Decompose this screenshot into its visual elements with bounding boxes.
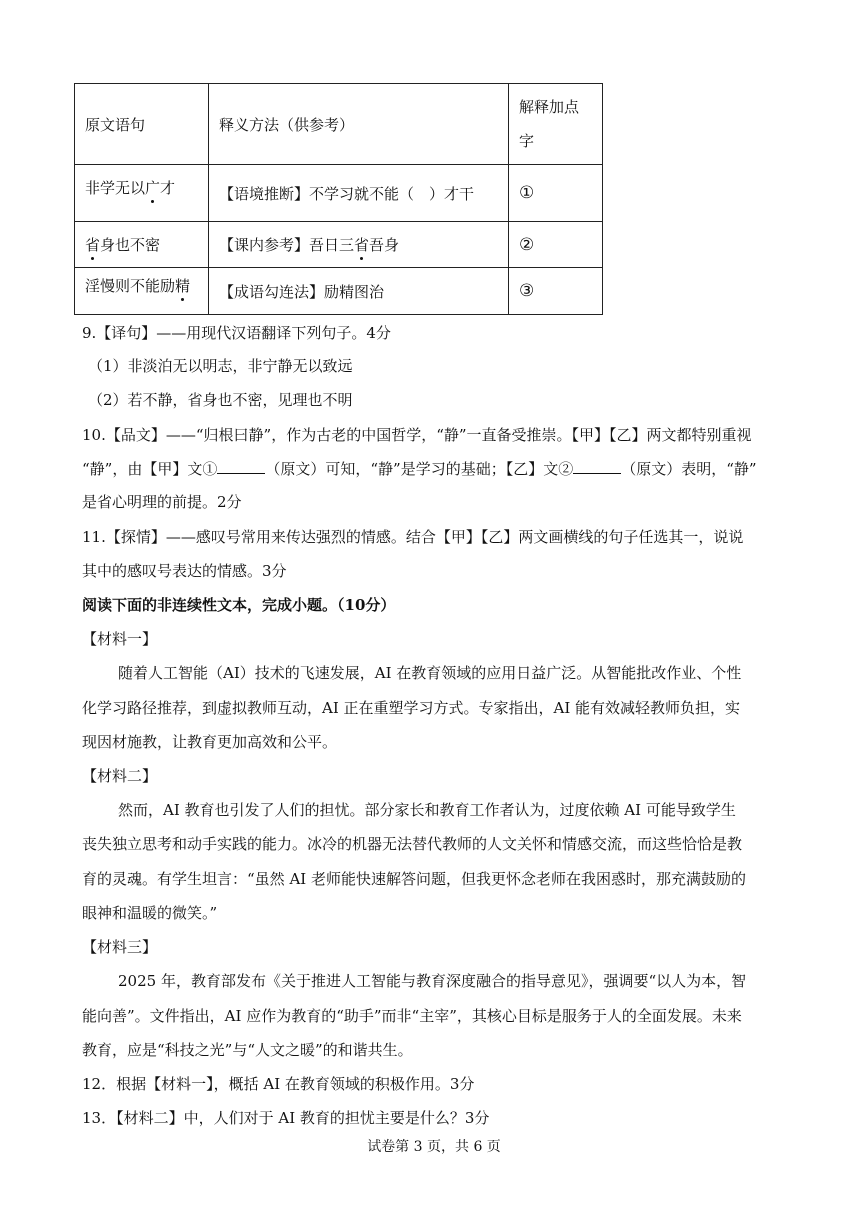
answer-blank-2[interactable] — [573, 459, 621, 474]
table-cell-method: 【语境推断】不学习就不能（ ）才干 — [209, 165, 509, 222]
table-cell-answer[interactable]: ② — [509, 222, 603, 268]
question-10-line-2: “静”，由【甲】文① （原文）可知，“静”是学习的基础；【乙】文② （原文）表明，“静” — [82, 460, 757, 478]
question-10-line-3: 是省心明理的前提。2分 — [82, 493, 242, 511]
table-cell-method: 【课内参考】吾日三省吾身 — [209, 222, 509, 268]
material-1-line: 随着人工智能（AI）技术的飞速发展，AI 在教育领域的应用日益广泛。从智能批改作业、个性 — [118, 664, 742, 682]
page-footer: 试卷第 3 页，共 6 页 — [367, 1139, 501, 1155]
question-10-line-1: 10.【品文】——“归根曰静”，作为古老的中国哲学，“静”一直备受推崇。【甲】【乙】两文都特别重视 — [82, 426, 752, 444]
material-1-line: 现因材施教，让教育更加高效和公平。 — [82, 733, 338, 751]
question-9-sentence-1: （1）非淡泊无以明志，非宁静无以致远 — [88, 357, 353, 375]
table-header-row — [75, 84, 603, 165]
question-13: 13．【材料二】中，人们对于 AI 教育的担忧主要是什么？3分 — [82, 1109, 490, 1127]
section-heading: 阅读下面的非连续性文本，完成小题。（10分） — [82, 596, 396, 614]
table-header-cell: 原文语句 — [75, 84, 209, 165]
question-9-sentence-2: （2）若不静，省身也不密，见理也不明 — [88, 391, 353, 409]
table-cell-sentence: 省身也不密 — [75, 222, 209, 268]
blank-marker-1: ① — [202, 460, 218, 478]
material-2-label: 【材料二】 — [82, 767, 158, 785]
vocab-table — [74, 83, 603, 315]
material-2-line: 眼神和温暖的微笑。” — [82, 904, 218, 922]
material-3-line: 2025 年，教育部发布《关于推进人工智能与教育深度融合的指导意见》，强调要“以人为本，智 — [118, 972, 747, 990]
question-12: 12．根据【材料一】，概括 AI 在教育领域的积极作用。3分 — [82, 1075, 475, 1093]
material-3-line: 能向善”。文件指出，AI 应作为教育的“助手”而非“主宰”，其核心目标是服务于人的全面发展。未来 — [82, 1007, 742, 1025]
table-row — [75, 268, 603, 315]
table-cell-answer[interactable]: ① — [509, 165, 603, 222]
material-2-line: 丧失独立思考和动手实践的能力。冰冷的机器无法替代教师的人文关怀和情感交流，而这些恰恰是教 — [82, 835, 743, 853]
question-11-line-1: 11.【探情】——感叹号常用来传达强烈的情感。结合【甲】【乙】两文画横线的句子任选其一，说说 — [82, 528, 744, 546]
material-3-line: 教育，应是“科技之光”与“人文之暖”的和谐共生。 — [82, 1041, 413, 1059]
material-2-line: 育的灵魂。有学生坦言：“虽然 AI 老师能快速解答问题，但我更怀念老师在我困惑时，那充满鼓励的 — [82, 870, 746, 888]
question-9-title: 9.【译句】——用现代汉语翻译下列句子。4分 — [82, 324, 391, 342]
material-1-line: 化学习路径推荐，到虚拟教师互动，AI 正在重塑学习方式。专家指出，AI 能有效减轻教师负担，实 — [82, 699, 741, 717]
material-2-line: 然而，AI 教育也引发了人们的担忧。部分家长和教育工作者认为，过度依赖 AI 可能导致学生 — [118, 801, 736, 819]
answer-blank-1[interactable] — [217, 459, 265, 474]
table-cell-sentence: 淫慢则不能励精 — [75, 268, 209, 315]
table-cell-method: 【成语勾连法】励精图治 — [209, 268, 509, 315]
blank-marker-2: ② — [558, 460, 574, 478]
table-header-cell: 释义方法（供参考） — [209, 84, 509, 165]
table-row — [75, 222, 603, 268]
table-cell-answer[interactable]: ③ — [509, 268, 603, 315]
table-row — [75, 165, 603, 222]
table-header-cell: 解释加点字 — [509, 84, 603, 165]
material-1-label: 【材料一】 — [82, 630, 158, 648]
table-cell-sentence: 非学无以广才 — [75, 165, 209, 222]
material-3-label: 【材料三】 — [82, 938, 158, 956]
question-11-line-2: 其中的感叹号表达的情感。3分 — [82, 562, 287, 580]
